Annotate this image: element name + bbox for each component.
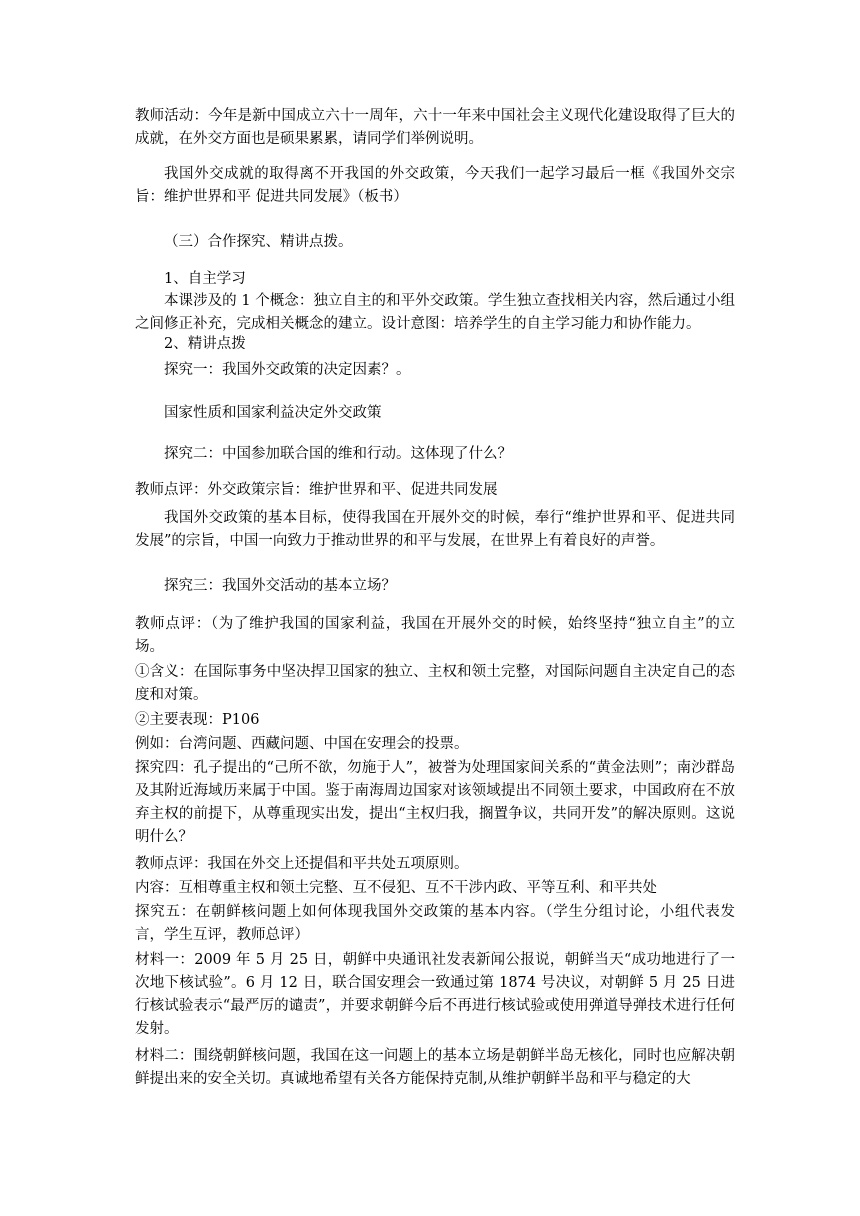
point-main-manifestations: ②主要表现：P106 (135, 712, 260, 728)
material-two: 材料二：围绕朝鲜核问题，我国在这一问题上的基本立场是朝鲜半岛无核化，同时也应解决朝鲜提出来的安全关切。真诚地希望有关各方能保持克制,从维护朝鲜半岛和平与稳定的大 (135, 1048, 735, 1087)
paragraph-foreign-policy-goal: 我国外交政策的基本目标，使得我国在开展外交的时候，奉行“维护世界和平、促进共同发展”的宗旨，中国一向致力于推动世界的和平与发展，在世界上有着良好的声誉。 (135, 510, 735, 549)
inquiry-one: 探究一：我国外交政策的决定因素？。 (164, 362, 411, 378)
paragraph-five-principles-content: 内容：互相尊重主权和领土完整、互不侵犯、互不干涉内政、平等互利、和平共处 (135, 880, 657, 896)
teacher-comment-foreign-policy-purpose: 教师点评：外交政策宗旨：维护世界和平、促进共同发展 (135, 482, 498, 498)
paragraph-lesson-intro: 我国外交成就的取得离不开我国的外交政策，今天我们一起学习最后一框《我国外交宗旨：维护世界和平 促进共同发展》（板书） (135, 166, 735, 205)
section-heading-cooperative-inquiry: （三）合作探究、精讲点拨。 (164, 234, 353, 250)
paragraph-examples: 例如：台湾问题、西藏问题、中国在安理会的投票。 (135, 736, 469, 752)
teacher-comment-five-principles: 教师点评：我国在外交上还提倡和平共处五项原则。 (135, 856, 469, 872)
inquiry-two: 探究二：中国参加联合国的维和行动。这体现了什么？ (164, 446, 512, 462)
inquiry-five: 探究五：在朝鲜核问题上如何体现我国外交政策的基本内容。（学生分组讨论，小组代表发言，学生互评，教师总评） (135, 904, 735, 943)
inquiry-one-answer: 国家性质和国家利益决定外交政策 (164, 405, 382, 421)
subheading-self-study: 1、自主学习 (164, 271, 246, 287)
paragraph-self-study-content: 本课涉及的 1 个概念：独立自主的和平外交政策。学生独立查找相关内容，然后通过小组之间修正补充，完成相关概念的建立。设计意图：培养学生的自主学习能力和协作能力。 (135, 293, 735, 332)
paragraph-teacher-activity: 教师活动：今年是新中国成立六十一周年，六十一年来中国社会主义现代化建设取得了巨大的成就，在外交方面也是硕果累累，请同学们举例说明。 (135, 108, 735, 147)
inquiry-four: 探究四：孔子提出的“己所不欲，勿施于人”，被誉为处理国家间关系的“黄金法则”；南沙群岛及其附近海域历来属于中国。鉴于南海周边国家对该领域提出不同领土要求，中国政府在不放弃主权的前提下，从尊重现实出发，提出“主权归我，搁置争议，共同开发”的解决原则。这说明什么？ (135, 760, 735, 845)
material-one: 材料一：2009 年 5 月 25 日，朝鲜中央通讯社发表新闻公报说，朝鲜当天“成功地进行了一次地下核试验”。6 月 12 日，联合国安理会一致通过第 1874 号决议，对朝鲜 5 月 25 日进行核试验表示“最严厉的谴责”，并要求朝鲜今后不再进行核试验或使用弹道导弹技术进行任何发射。 (135, 952, 735, 1037)
teacher-comment-independence: 教师点评：（为了维护我国的国家利益，我国在开展外交的时候，始终坚持“独立自主”的立场。 (135, 616, 735, 655)
point-meaning: ①含义：在国际事务中坚决捍卫国家的独立、主权和领土完整，对国际问题自主决定自己的态度和对策。 (135, 664, 735, 703)
inquiry-three: 探究三：我国外交活动的基本立场？ (164, 578, 396, 594)
subheading-key-explanation: 2、精讲点拨 (164, 336, 246, 352)
